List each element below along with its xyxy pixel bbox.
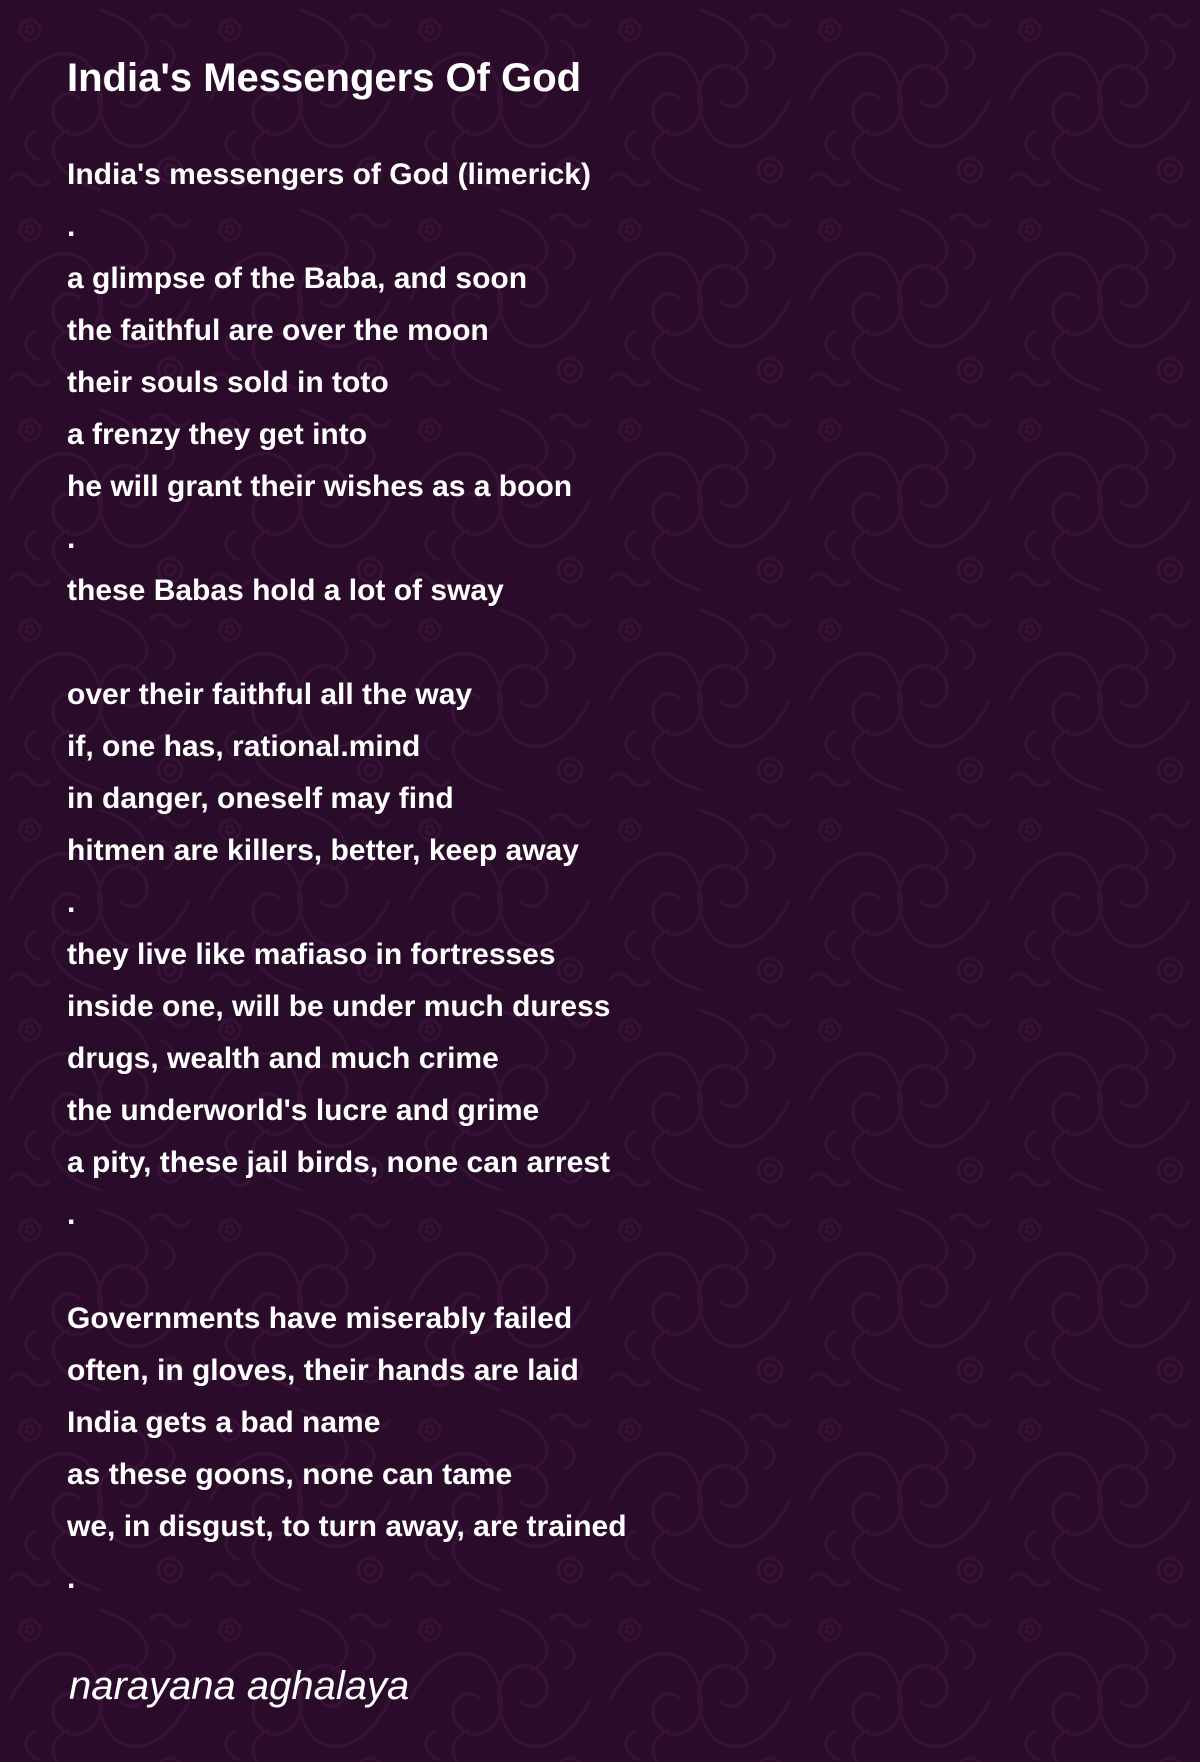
poem-body (67, 149, 627, 1605)
poem-author: narayana aghalaya (69, 1664, 410, 1708)
poem-line: . (67, 210, 76, 243)
poem-line: we, in disgust, to turn away, are trained (67, 1510, 627, 1543)
poem-line: drugs, wealth and much crime (67, 1042, 499, 1075)
poem-line: the faithful are over the moon (67, 314, 489, 347)
poem-line: over their faithful all the way (67, 678, 473, 711)
poem-line: often, in gloves, their hands are laid (67, 1354, 579, 1387)
stanza-break (67, 617, 627, 669)
poem-line: as these goons, none can tame (67, 1458, 513, 1491)
poem-line: . (67, 886, 76, 919)
poem-line: . (67, 522, 76, 555)
poem-line: a frenzy they get into (67, 418, 368, 451)
poem-line: India gets a bad name (67, 1406, 381, 1439)
poem-title: India's Messengers Of God (67, 56, 582, 100)
poem-line: a pity, these jail birds, none can arrest (67, 1146, 610, 1179)
poem-line: in danger, oneself may find (67, 782, 454, 815)
poem-line: hitmen are killers, better, keep away (67, 834, 579, 867)
stanza-break (67, 1241, 627, 1293)
poem-line: a glimpse of the Baba, and soon (67, 262, 528, 295)
poem-line: if, one has, rational.mind (67, 730, 421, 763)
poem-line: . (67, 1198, 76, 1231)
poem-line: they live like mafiaso in fortresses (67, 938, 556, 971)
poem-line: India's messengers of God (limerick) (67, 158, 591, 191)
poem-line: these Babas hold a lot of sway (67, 574, 504, 607)
poem-line: Governments have miserably failed (67, 1302, 573, 1335)
poem-line: inside one, will be under much duress (67, 990, 611, 1023)
poem-line: he will grant their wishes as a boon (67, 470, 573, 503)
poem-line: the underworld's lucre and grime (67, 1094, 540, 1127)
poem-line: their souls sold in toto (67, 366, 389, 399)
poem-line: . (67, 1562, 76, 1595)
